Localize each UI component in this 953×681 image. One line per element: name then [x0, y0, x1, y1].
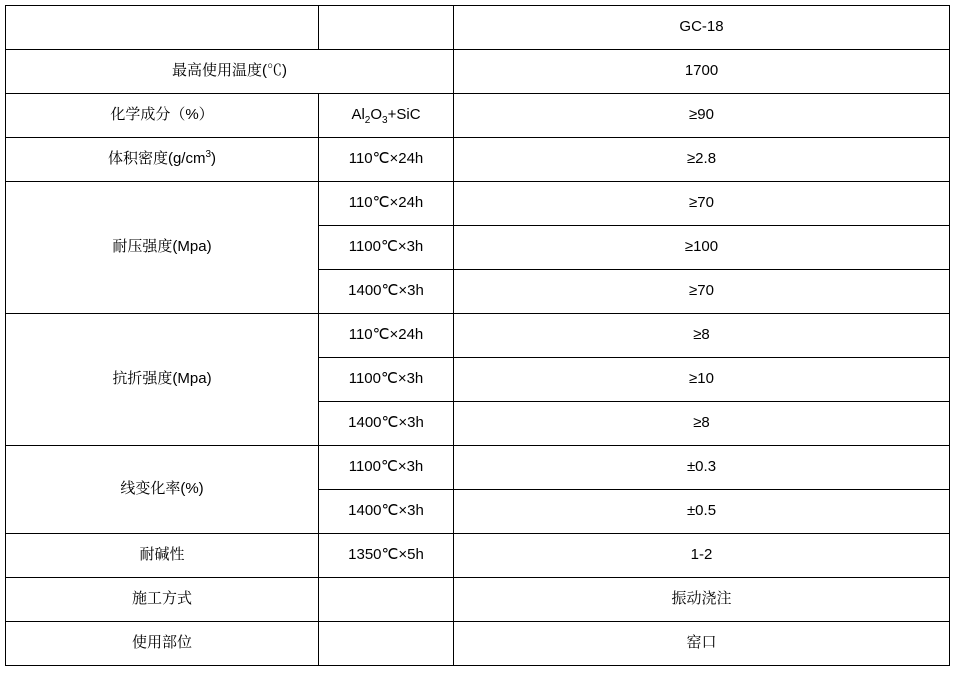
row-linear-change-condition-1: 1100℃×3h — [319, 446, 454, 490]
header-label-cell — [6, 6, 319, 50]
row-compressive-strength-value-2: ≥100 — [454, 226, 950, 270]
row-application-part-condition — [319, 622, 454, 666]
table-row — [6, 578, 950, 622]
row-linear-change-condition-2: 1400℃×3h — [319, 490, 454, 534]
row-linear-change-value-2: ±0.5 — [454, 490, 950, 534]
table-row — [6, 182, 950, 226]
row-alkali-resistance-condition: 1350℃×5h — [319, 534, 454, 578]
table-row — [6, 94, 950, 138]
row-compressive-strength-value-3: ≥70 — [454, 270, 950, 314]
row-compressive-strength-value-1: ≥70 — [454, 182, 950, 226]
row-linear-change-label: 线变化率(%) — [6, 446, 319, 534]
row-max-temperature-value: 1700 — [454, 50, 950, 94]
row-alkali-resistance-label: 耐碱性 — [6, 534, 319, 578]
row-construction-method-label: 施工方式 — [6, 578, 319, 622]
table-row — [6, 622, 950, 666]
table-row-header — [6, 6, 950, 50]
row-flexural-strength-value-2: ≥10 — [454, 358, 950, 402]
row-bulk-density-condition: 110℃×24h — [319, 138, 454, 182]
row-construction-method-condition — [319, 578, 454, 622]
row-compressive-strength-label: 耐压强度(Mpa) — [6, 182, 319, 314]
row-flexural-strength-condition-3: 1400℃×3h — [319, 402, 454, 446]
table-row — [6, 50, 950, 94]
row-bulk-density-value: ≥2.8 — [454, 138, 950, 182]
row-construction-method-value: 振动浇注 — [454, 578, 950, 622]
table-row — [6, 534, 950, 578]
row-flexural-strength-condition-1: 110℃×24h — [319, 314, 454, 358]
table-row — [6, 138, 950, 182]
row-flexural-strength-value-3: ≥8 — [454, 402, 950, 446]
row-max-temperature-label: 最高使用温度(℃) — [6, 50, 454, 94]
row-compressive-strength-condition-3: 1400℃×3h — [319, 270, 454, 314]
row-chemical-composition-value: ≥90 — [454, 94, 950, 138]
header-product-cell: GC-18 — [454, 6, 950, 50]
row-alkali-resistance-value: 1-2 — [454, 534, 950, 578]
specification-table — [5, 5, 950, 666]
row-bulk-density-label: 体积密度$(g/cm^3)$ — [6, 138, 319, 182]
table-row — [6, 314, 950, 358]
row-chemical-composition-condition: $Al_2O_3+SiC$ — [319, 94, 454, 138]
row-flexural-strength-condition-2: 1100℃×3h — [319, 358, 454, 402]
row-chemical-composition-label: 化学成分（%） — [6, 94, 319, 138]
row-compressive-strength-condition-1: 110℃×24h — [319, 182, 454, 226]
table-row — [6, 446, 950, 490]
row-application-part-label: 使用部位 — [6, 622, 319, 666]
row-linear-change-value-1: ±0.3 — [454, 446, 950, 490]
row-application-part-value: 窑口 — [454, 622, 950, 666]
row-flexural-strength-value-1: ≥8 — [454, 314, 950, 358]
row-flexural-strength-label: 抗折强度(Mpa) — [6, 314, 319, 446]
row-compressive-strength-condition-2: 1100℃×3h — [319, 226, 454, 270]
header-condition-cell — [319, 6, 454, 50]
